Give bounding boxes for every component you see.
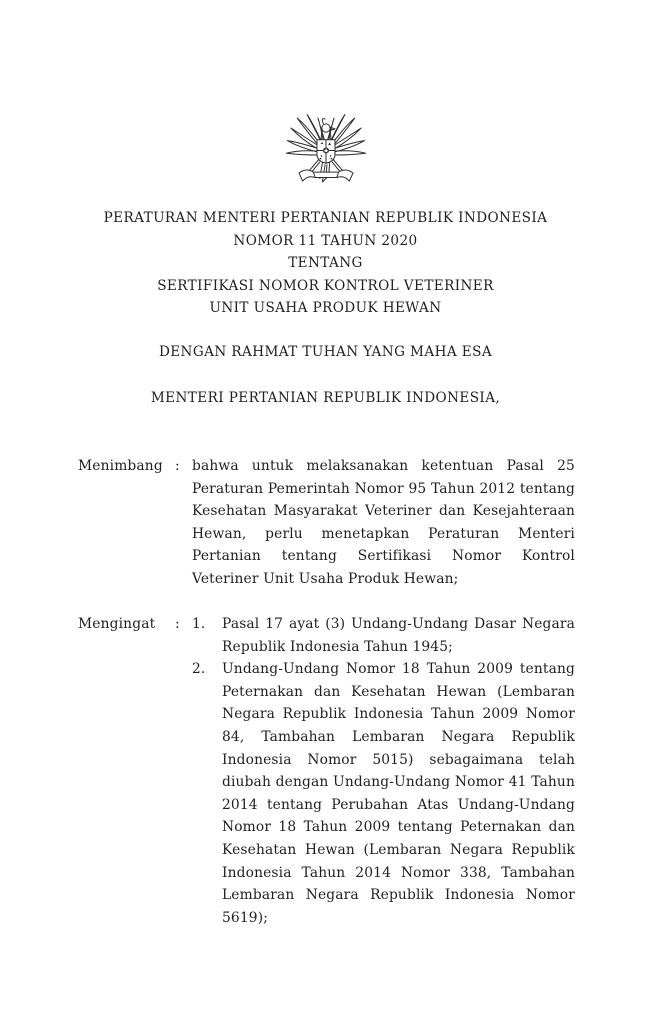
legal-basis-item [192,658,575,929]
section-label-mengingat: Mengingat [78,616,156,632]
section-menimbang [78,455,575,591]
authority-line: MENTERI PERTANIAN REPUBLIK INDONESIA, [150,390,501,406]
legal-basis-item [192,613,575,658]
title-line-tentang: TENTANG [288,255,363,271]
section-colon: : [175,616,180,632]
item-number: 1. [192,616,206,632]
item-text: Undang-Undang Nomor 18 Tahun 2009 tentang Peternakan dan Kesehatan Hewan (Lembaran Negara Republik Indonesia Tahun 2009 Nomor 84, Tambahan Lembaran Negara Republik Indonesia Nomor 5015) sebagaimana telah diubah dengan Undang-Undang Nomor 41 Tahun 2014 tentang Perubahan Atas Undang-Undang Nomor 18 Tahun 2009 tentang Peternakan dan Kesehatan Hewan (Lembaran Negara Republik Indonesia Tahun 2014 Nomor 338, Tambahan Lembaran Negara Republik Indonesia Nomor 5619); [222,661,575,926]
document-title [0,207,651,320]
invocation-line: DENGAN RAHMAT TUHAN YANG MAHA ESA [158,344,493,360]
title-line-subject-2: UNIT USAHA PRODUK HEWAN [209,300,442,316]
garuda-pancasila-icon [281,110,371,200]
title-line-number: NOMOR 11 TAHUN 2020 [233,232,418,249]
menimbang-paragraph: bahwa untuk melaksanakan ketentuan Pasal 25 Peraturan Pemerintah Nomor 95 Tahun 2012 tentang Kesehatan Masyarakat Veteriner dan Kesejahteraan Hewan, perlu menetapkan Peraturan Menteri Pertanian tentang Sertifikasi Nomor Kontrol Veteriner Unit Usaha Produk Hewan; [192,458,575,587]
item-text: Pasal 17 ayat (3) Undang-Undang Dasar Negara Republik Indonesia Tahun 1945; [222,616,575,655]
section-body-menimbang [192,455,575,591]
title-line-subject-1: SERTIFIKASI NOMOR KONTROL VETERINER [157,277,494,294]
section-mengingat [78,613,575,929]
title-line-regulation: PERATURAN MENTERI PERTANIAN REPUBLIK INDONESIA [103,210,548,226]
section-label-menimbang: Menimbang [78,458,163,474]
section-body-mengingat [192,613,575,929]
section-colon: : [175,458,180,474]
item-number: 2. [192,661,206,678]
